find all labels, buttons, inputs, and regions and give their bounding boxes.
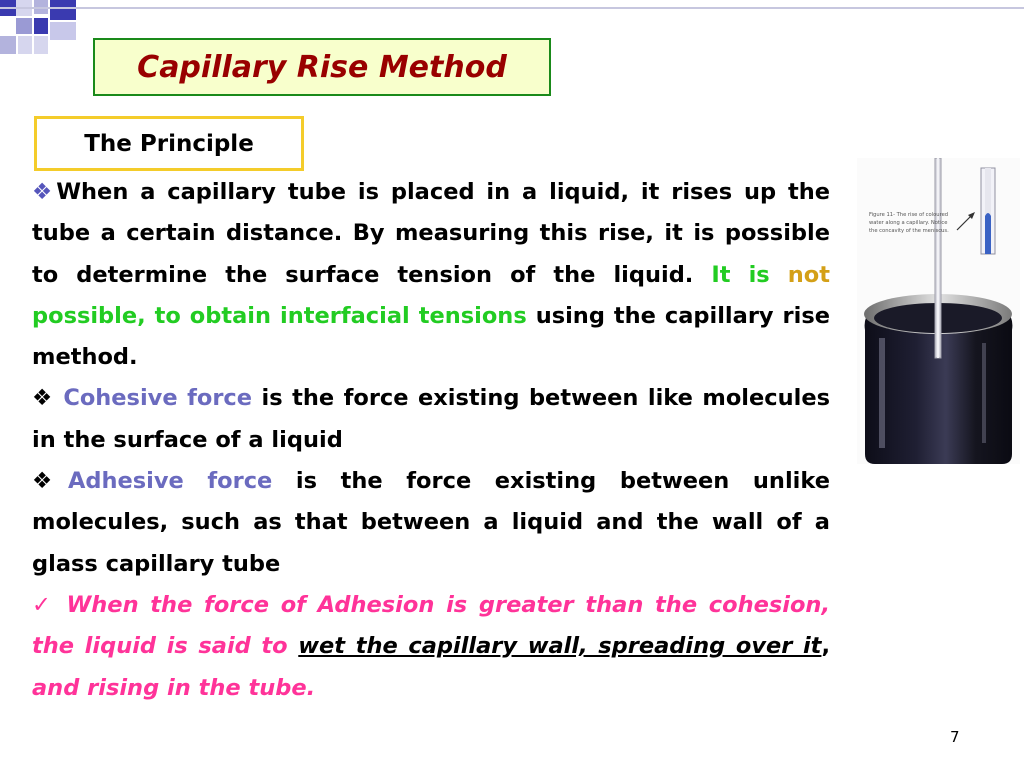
wetting-comma: ,: [821, 633, 830, 660]
wetting-underlined: wet the capillary wall, spreading over it: [298, 633, 822, 660]
principle-not: not: [787, 261, 830, 288]
cohesive-term: Cohesive force: [63, 385, 253, 412]
principle-green-2: possible, to obtain interfacial tensions: [32, 302, 527, 329]
adhesive-text: is the force existing between unlike molecules, such as that between a liquid and the wall of a glass capillary tube: [32, 468, 830, 577]
diamond-bullet-icon: ❖: [32, 468, 68, 495]
paragraph-adhesive: [32, 461, 830, 585]
principle-text-end: using the capillary rise method.: [32, 302, 831, 371]
capillary-jar-image: [857, 158, 1020, 464]
decor-square: [0, 36, 16, 54]
slide-title: Capillary Rise Method: [137, 49, 507, 85]
header-rule: [0, 7, 1024, 9]
capillary-photo: [857, 158, 1020, 464]
decor-square: [50, 22, 76, 40]
diamond-bullet-icon: ❖: [32, 179, 57, 205]
decor-square: [18, 36, 32, 54]
diamond-bullet-icon: ❖: [32, 385, 54, 412]
decor-square: [16, 18, 32, 34]
figure-caption: Figure 11- The rise of coloured water along a capillary. Notice the concavity of the meniscus.: [869, 212, 949, 234]
paragraph-principle: [32, 172, 830, 378]
principle-text: When a capillary tube is placed in a liquid, it rises up the tube a certain distance. By measuring this rise, it is possible to determine the surface tension of the liquid.: [32, 179, 831, 288]
page-number: 7: [950, 728, 960, 746]
decor-square: [50, 0, 76, 20]
checkmark-icon: ✓: [32, 591, 55, 618]
wetting-text-1: When the force of Adhesion is greater than the cohesion, the liquid is said to: [32, 591, 830, 660]
cohesive-text: is the force existing between like molecules in the surface of a liquid: [32, 385, 830, 453]
principle-green-1: It is: [711, 261, 770, 288]
slide-content: [32, 172, 830, 709]
paragraph-cohesive: [32, 378, 830, 461]
wetting-text-2: and rising in the tube.: [32, 674, 316, 701]
adhesive-term: Adhesive force: [67, 468, 273, 495]
paragraph-wetting: [32, 585, 830, 709]
decor-square: [34, 18, 48, 34]
subtitle-box: [34, 116, 304, 171]
title-box: [93, 38, 551, 96]
slide-subtitle: The Principle: [84, 130, 254, 157]
decor-square: [34, 36, 48, 54]
